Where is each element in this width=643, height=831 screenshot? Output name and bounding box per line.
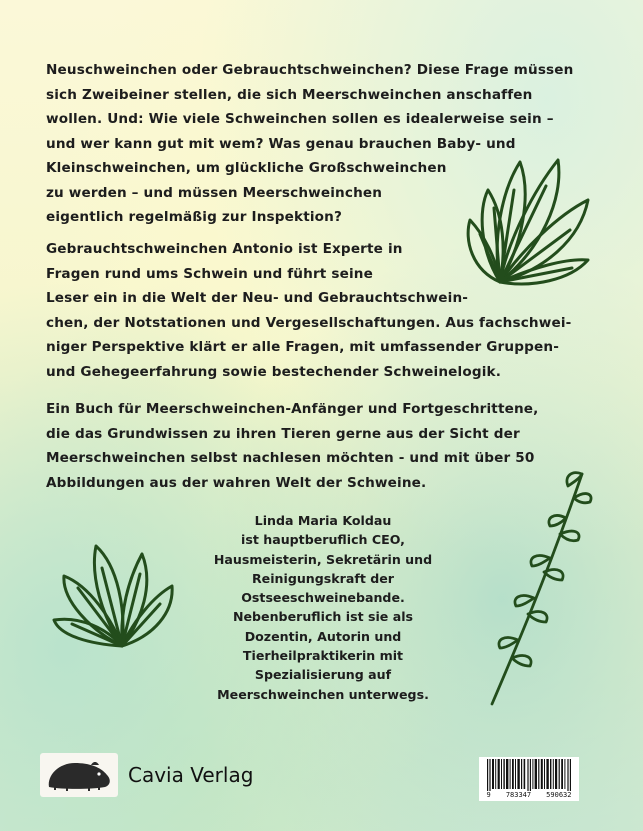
barcode-digits: 9 783347 590632	[479, 791, 579, 800]
author-bio: Linda Maria Koldau ist hauptberuflich CEO, Hausmeisterin, Sekretärin und Reinigungskraft der Ostseeschweinebande. Nebenberuflich ist sie als Dozentin, Autorin und Tierheilpraktikerin mit Spezialisierung auf Meerschweinchen unterwegs.	[213, 513, 433, 702]
blurb-paragraph-3: Ein Buch für Meerschweinchen-Anfänger und Fortgeschrittene, die das Grundwissen zu ihren Tieren gerne aus der Sicht der Meerschweinchen selbst nachlesen möchten - und mit über 50 Abbildungen aus der wahren Welt der Schweine.	[46, 401, 539, 491]
publisher-logo	[40, 753, 253, 797]
isbn-barcode	[479, 757, 579, 801]
blurb-paragraph-1: Neuschweinchen oder Gebrauchtschweinchen? Diese Frage müssen sich Zweibeiner stellen, die sich Meerschweinchen anschaffen wollen. Und: Wie viele Schweinchen sollen es idealerweise sein – und wer kann gut mit wem? Was genau brauchen Baby- und Kleinschweinchen, um glückliche Großschweinchen zu werden – und müssen Meerschweinchen eigentlich regelmäßig zur Inspektion?	[46, 62, 574, 225]
fan-leaf-icon	[50, 540, 178, 652]
fern-sprig-icon	[486, 468, 598, 708]
barcode-bars	[479, 757, 579, 793]
publisher-name: Cavia Verlag	[128, 763, 254, 787]
blurb-paragraph-2: Gebrauchtschweinchen Antonio ist Experte in Fragen rund ums Schwein und führt seine Leser ein in die Welt der Neu- und Gebrauchtschwein- chen, der Notstationen und Vergesellschaftungen. Aus fachschwei- niger Perspektive klärt er alle Fragen, mit umfassender Gruppen- und Gehegeerfahrung sowie bestechender Schweinelogik.	[46, 241, 572, 380]
publisher-logo-box	[40, 753, 118, 797]
guinea-pig-icon	[45, 757, 113, 793]
